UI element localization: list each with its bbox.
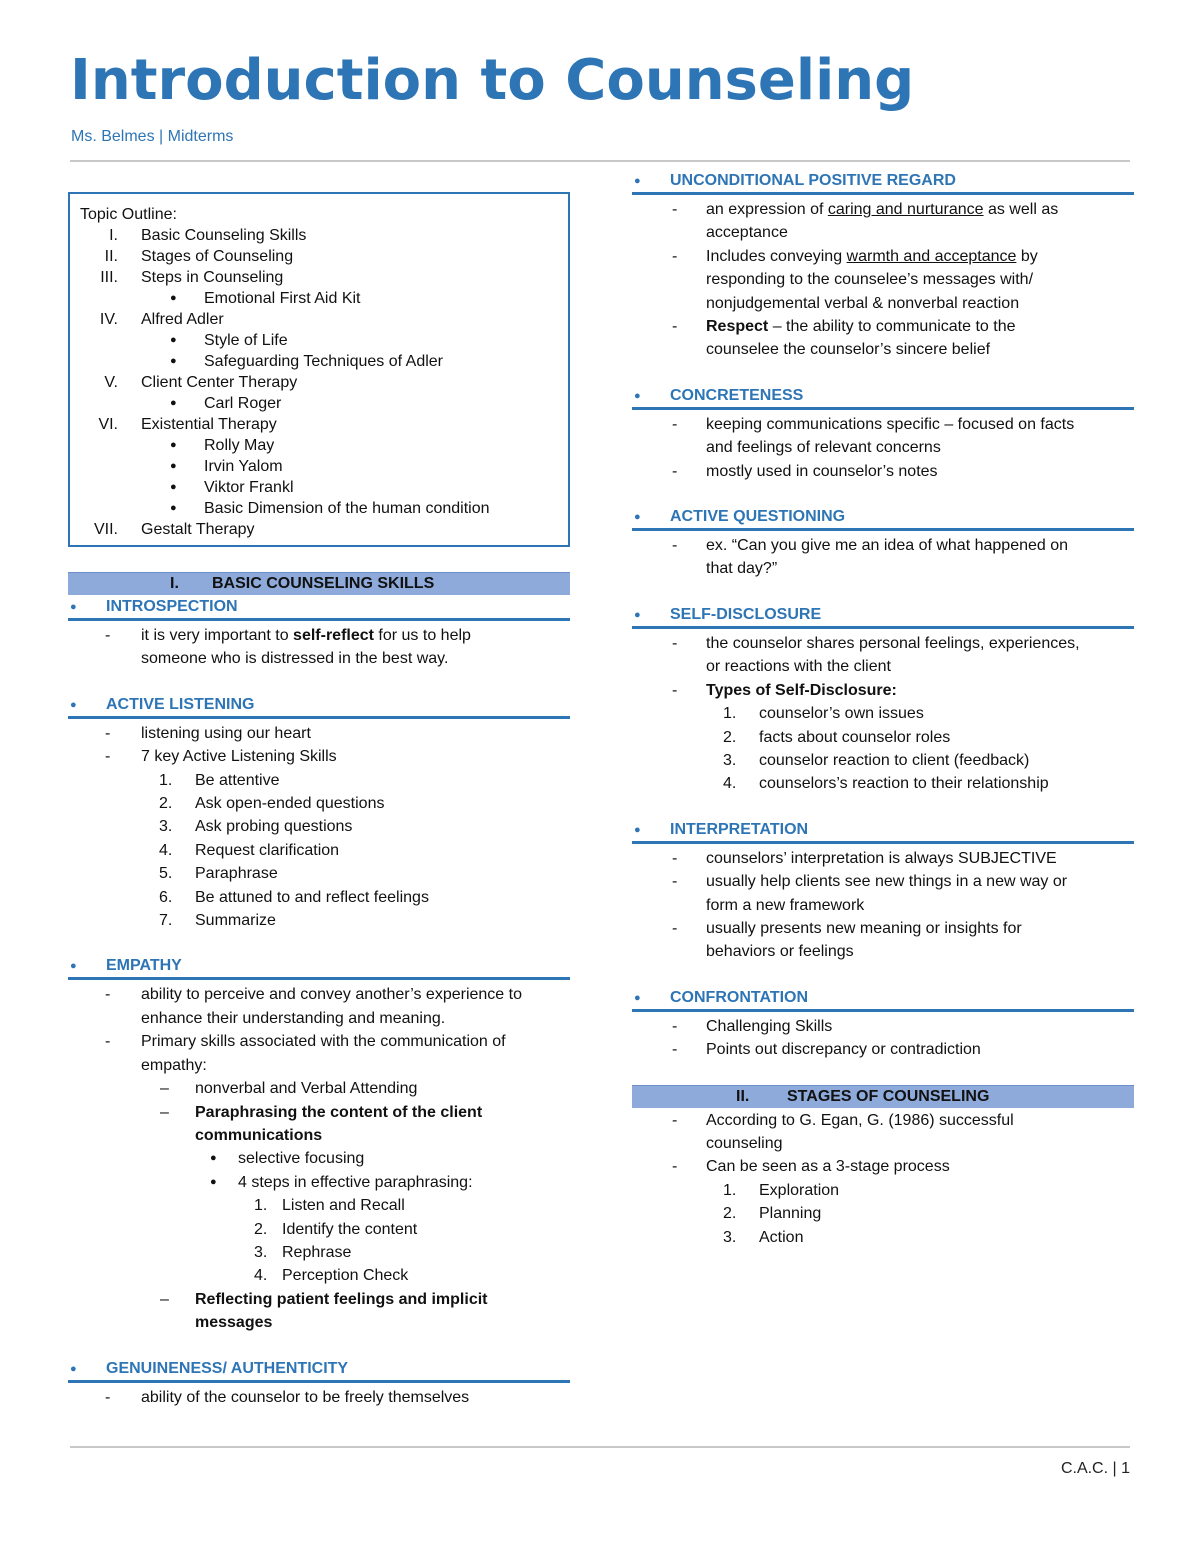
list-item: - the counselor shares personal feelings, experiences, (672, 634, 1080, 652)
list-item: responding to the counselee’s messages with/ (706, 271, 1034, 289)
list-item: – nonverbal and Verbal Attending (160, 1080, 418, 1098)
topic-empathy: ● EMPATHY (68, 955, 570, 980)
topic-introspection: ● INTROSPECTION (68, 596, 570, 621)
bullet-icon: ● (634, 389, 641, 402)
item-number: 7. (159, 912, 173, 930)
active-listening-skills (68, 769, 570, 933)
list-item: - an expression of caring and nurturance as well as (672, 201, 1059, 218)
list-item: ● 4 steps in effective paraphrasing: (210, 1173, 473, 1191)
list-item: - 7 key Active Listening Skills (105, 748, 337, 766)
list-item: communications (195, 1126, 323, 1144)
bullet-icon: ● (634, 823, 641, 836)
item-text: Listen and Recall (282, 1197, 405, 1215)
list-item: or reactions with the client (706, 658, 891, 676)
list-item: - Can be seen as a 3-stage process (672, 1158, 950, 1176)
outline-item-number: I. (109, 227, 118, 244)
item-text: counselor reaction to client (feedback) (759, 751, 1030, 769)
bullet-icon: ● (70, 601, 77, 613)
item-number: 5. (159, 865, 173, 883)
outline-item-label: Client Center Therapy (141, 374, 298, 391)
numbered-item (68, 1218, 570, 1241)
list-item: empathy: (141, 1056, 207, 1074)
outline-item (80, 225, 558, 246)
topic-self-disclosure: ● SELF-DISCLOSURE (632, 604, 1134, 629)
page-subtitle: Ms. Belmes | Midterms (71, 128, 234, 145)
outline-item (80, 372, 558, 393)
item-number: 2. (723, 1205, 737, 1223)
item-number: 1. (723, 705, 737, 723)
topic-active-questioning: ● ACTIVE QUESTIONING (632, 506, 1134, 531)
numbered-item (68, 862, 570, 885)
list-item: - it is very important to self-reflect for us to help (105, 627, 471, 644)
numbered-item (68, 886, 570, 909)
bullet-icon: ● (634, 608, 641, 621)
numbered-item (68, 909, 570, 932)
item-text: Request clarification (195, 841, 340, 859)
list-item: acceptance (706, 224, 788, 242)
item-text: Ask probing questions (195, 818, 353, 836)
item-text: Summarize (195, 912, 276, 930)
section-title: STAGES OF COUNSELING (787, 1087, 990, 1105)
outline-item (80, 414, 558, 435)
list-item: ● selective focusing (210, 1150, 365, 1168)
left-column (68, 192, 570, 1409)
list-item: - Types of Self-Disclosure: (672, 681, 897, 699)
numbered-item (68, 1264, 570, 1287)
list-item: someone who is distressed in the best way. (141, 650, 449, 668)
numbered-item (632, 749, 1134, 772)
list-item: - ability to perceive and convey another’s experience to (105, 986, 522, 1004)
item-number: 4. (723, 775, 737, 793)
item-text: facts about counselor roles (759, 728, 951, 746)
topic-unconditional-positive-regard: ● UNCONDITIONAL POSITIVE REGARD (632, 170, 1134, 195)
outline-item-number: V. (104, 374, 118, 391)
numbered-item (632, 772, 1134, 795)
list-item: counseling (706, 1134, 783, 1152)
list-item: messages (195, 1314, 273, 1332)
outline-subitem: ● Irvin Yalom (170, 456, 558, 477)
right-column (632, 170, 1134, 1249)
bullet-icon: ● (634, 175, 641, 187)
outline-item-number: II. (104, 248, 118, 265)
item-number: 1. (159, 771, 173, 789)
list-item: - Challenging Skills (672, 1017, 833, 1035)
outline-item-label: Existential Therapy (141, 416, 277, 433)
outline-item-label: Steps in Counseling (141, 269, 284, 286)
list-item: - Respect – the ability to communicate to the (672, 318, 1016, 336)
list-item: and feelings of relevant concerns (706, 439, 941, 457)
paraphrasing-steps (68, 1194, 570, 1288)
section-number: I. (170, 575, 179, 592)
outline-item (80, 267, 558, 288)
list-item: counselee the counselor’s sincere belief (706, 341, 991, 359)
bullet-icon: ● (70, 960, 77, 973)
item-number: 3. (723, 751, 737, 769)
outline-item (80, 309, 558, 330)
bullet-icon: ● (634, 991, 641, 1004)
numbered-item (632, 702, 1134, 725)
list-item: - ability of the counselor to be freely themselves (105, 1388, 470, 1406)
item-text: Exploration (759, 1181, 840, 1199)
bullet-icon: ● (70, 1362, 77, 1375)
outline-item (80, 519, 558, 540)
item-text: Identify the content (282, 1220, 418, 1238)
list-item: - Includes conveying warmth and acceptance by (672, 247, 1038, 265)
outline-subitem: ● Emotional First Aid Kit (170, 288, 558, 309)
topic-active-listening: ● ACTIVE LISTENING (68, 694, 570, 719)
item-number: 2. (254, 1220, 268, 1238)
item-text: Perception Check (282, 1267, 409, 1285)
list-item: form a new framework (706, 896, 865, 914)
outline-list (80, 225, 558, 540)
outline-subitem: ● Basic Dimension of the human condition (170, 498, 558, 519)
item-text: Be attentive (195, 771, 280, 789)
list-item: - Primary skills associated with the communication of (105, 1033, 506, 1051)
list-item: behaviors or feelings (706, 943, 854, 961)
outline-item-number: IV. (99, 311, 118, 328)
numbered-item (68, 839, 570, 862)
item-text: Be attuned to and reflect feelings (195, 888, 429, 906)
item-number: 4. (254, 1267, 268, 1285)
outline-item-number: VI. (98, 416, 118, 433)
bullet-icon: ● (70, 698, 77, 711)
numbered-item (632, 1202, 1134, 1225)
item-text: Paraphrase (195, 865, 278, 883)
item-text: Planning (759, 1205, 822, 1223)
numbered-item (68, 792, 570, 815)
outline-item-label: Stages of Counseling (141, 248, 294, 265)
item-text: counselor’s own issues (759, 705, 924, 723)
outline-subitem: ● Viktor Frankl (170, 477, 558, 498)
item-text: counselors’s reaction to their relationship (759, 775, 1049, 793)
section-header-stages (632, 1085, 1134, 1108)
page-footer: C.A.C. | 1 (1060, 1460, 1130, 1477)
topic-genuineness: ● GENUINENESS/ AUTHENTICITY (68, 1358, 570, 1383)
topic-confrontation: ● CONFRONTATION (632, 987, 1134, 1012)
section-title: BASIC COUNSELING SKILLS (212, 575, 435, 592)
outline-item-number: III. (100, 269, 118, 286)
list-item: – Paraphrasing the content of the client (160, 1103, 483, 1121)
item-number: 4. (159, 841, 173, 859)
outline-subitem: ● Carl Roger (170, 393, 558, 414)
list-item: nonjudgemental verbal & nonverbal reaction (706, 294, 1020, 312)
self-disclosure-types (632, 702, 1134, 796)
section-number: II. (736, 1087, 750, 1105)
outline-item-label: Basic Counseling Skills (141, 227, 307, 244)
bullet-icon: ● (634, 511, 641, 524)
outline-item-number: VII. (93, 521, 118, 538)
numbered-item (68, 1194, 570, 1217)
numbered-item (632, 1179, 1134, 1202)
item-number: 1. (254, 1197, 268, 1215)
topic-interpretation: ● INTERPRETATION (632, 819, 1134, 844)
counseling-stages (632, 1179, 1134, 1249)
list-item: that day?” (706, 560, 778, 578)
item-number: 3. (159, 818, 173, 836)
topic-concreteness: ● CONCRETENESS (632, 385, 1134, 410)
top-divider (70, 160, 1130, 162)
numbered-item (68, 769, 570, 792)
item-text: Ask open-ended questions (195, 795, 385, 813)
item-number: 3. (254, 1243, 268, 1261)
bottom-divider (70, 1446, 1130, 1448)
outline-subitem: ● Style of Life (170, 330, 558, 351)
list-item: - keeping communications specific – focused on facts (672, 415, 1075, 433)
list-item: - According to G. Egan, G. (1986) successful (672, 1111, 1014, 1129)
list-item: - listening using our heart (105, 724, 311, 742)
outline-item-label: Gestalt Therapy (141, 521, 255, 538)
item-number: 2. (723, 728, 737, 746)
list-item: – Reflecting patient feelings and implicit (160, 1290, 488, 1308)
outline-subitem: ● Rolly May (170, 435, 558, 456)
list-item: - Points out discrepancy or contradiction (672, 1041, 981, 1059)
item-text: Action (759, 1228, 804, 1246)
item-text: Rephrase (282, 1243, 352, 1261)
list-item: - usually help clients see new things in a new way or (672, 873, 1068, 891)
numbered-item (632, 1226, 1134, 1249)
numbered-item (632, 726, 1134, 749)
item-number: 2. (159, 795, 173, 813)
numbered-item (68, 815, 570, 838)
list-item: - usually presents new meaning or insights for (672, 919, 1022, 937)
list-item: - counselors’ interpretation is always SUBJECTIVE (672, 849, 1057, 867)
list-item: enhance their understanding and meaning. (141, 1009, 446, 1027)
numbered-item (68, 1241, 570, 1264)
page-title: Introduction to Counseling (70, 48, 915, 113)
section-header-basic-skills (68, 572, 570, 595)
topic-outline-box (68, 192, 570, 547)
outline-item (80, 246, 558, 267)
outline-heading: Topic Outline: (80, 206, 177, 223)
list-item: - mostly used in counselor’s notes (672, 462, 938, 480)
item-number: 6. (159, 888, 173, 906)
outline-subitem: ● Safeguarding Techniques of Adler (170, 351, 558, 372)
list-item: - ex. “Can you give me an idea of what happened on (672, 537, 1069, 555)
item-number: 1. (723, 1181, 737, 1199)
outline-item-label: Alfred Adler (141, 311, 224, 328)
item-number: 3. (723, 1228, 737, 1246)
